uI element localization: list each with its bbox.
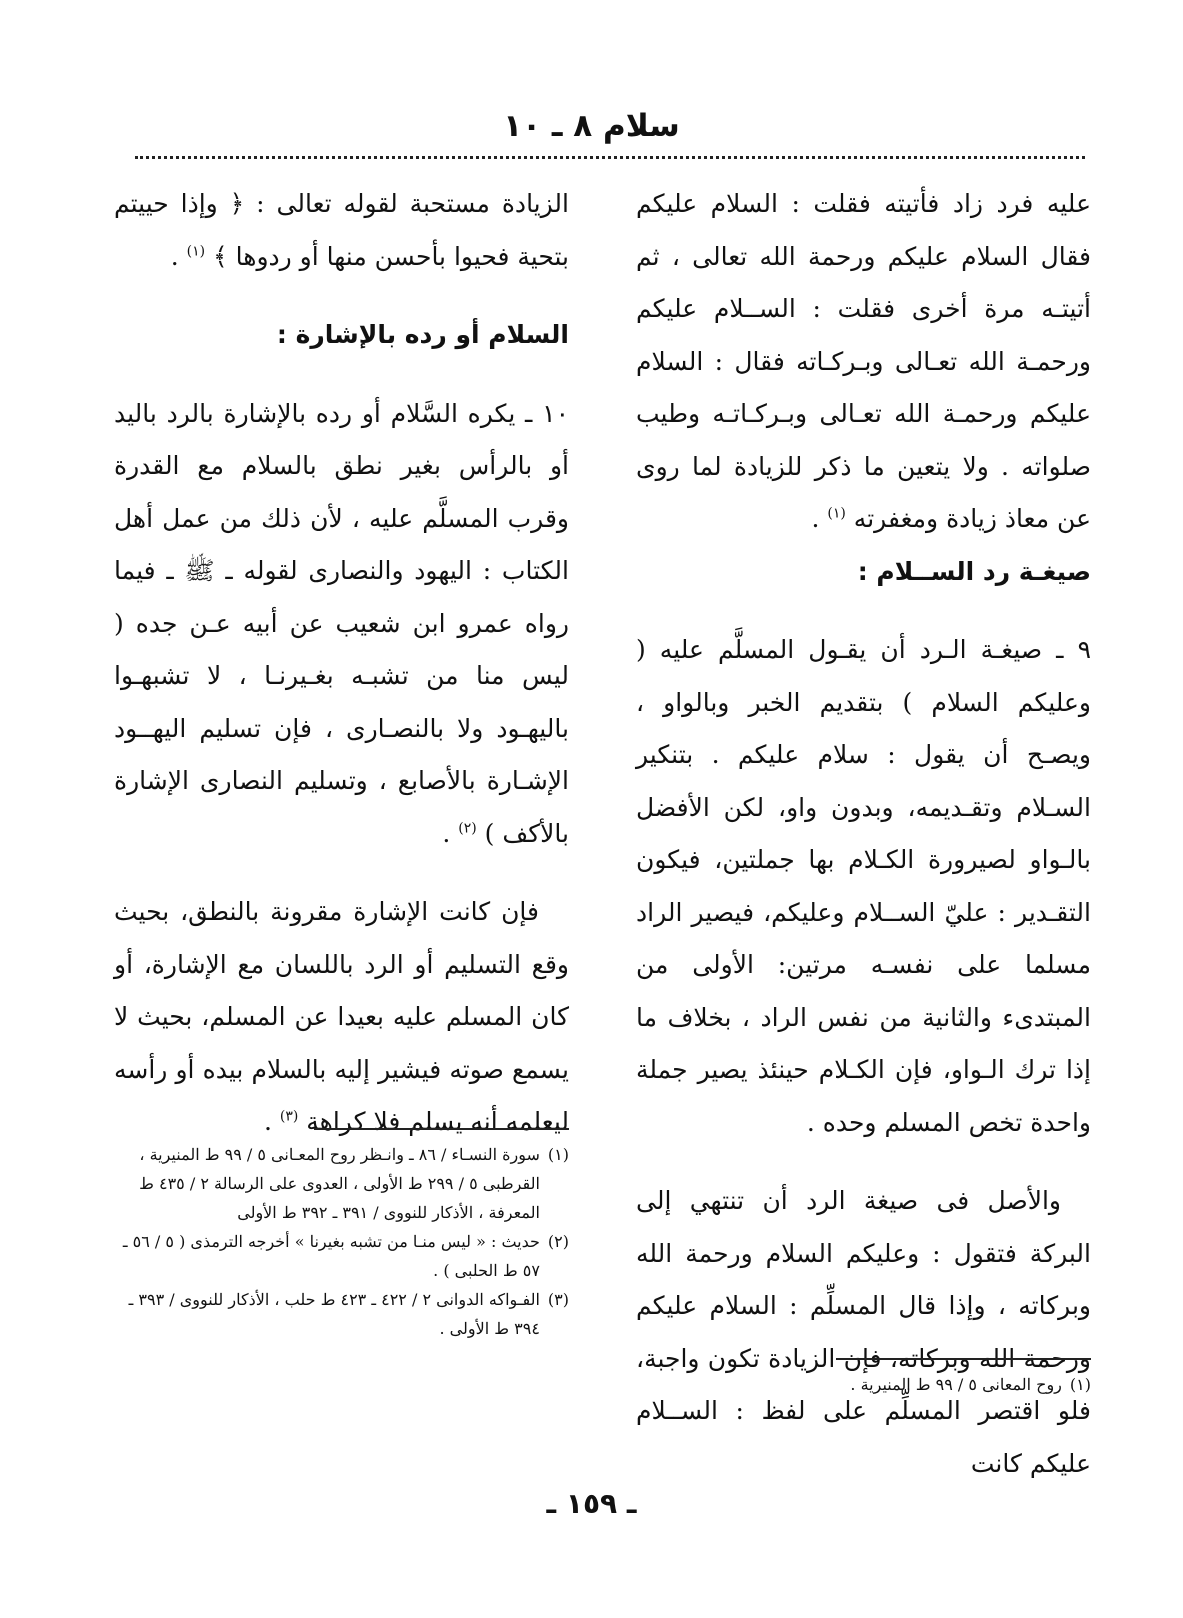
footnote-ref: (٢)	[458, 820, 477, 837]
footnote: (٣) الفـواكه الدوانى ٢ / ٤٢٢ ـ ٤٢٣ ط حلب ، الأذكار للنووى / ٣٩٣ ـ ٣٩٤ ط الأولى .	[128, 1290, 569, 1338]
running-title: سلام ٨ ـ ١٠	[503, 108, 680, 144]
paragraph: فإن كانت الإشارة مقرونة بالنطق، بحيث وقع التسليم أو الرد باللسان مع الإشارة، أو كان المسلم عليه بعيدا عن المسلم، بحيث لا يسمع صوته فيشير إليه بالسلام بيده أو رأسه ليعلمه أنه يسلم فلا كراهة $^{(٣)}$ .	[114, 897, 569, 1136]
footnotes-left	[114, 1140, 569, 1343]
footnote-ref: (١)	[827, 505, 846, 522]
footnote: (١) روح المعانى ٥ / ٩٩ ط المنيرية .	[850, 1375, 1091, 1394]
footnote-ref: (٣)	[279, 1108, 299, 1125]
left-column	[114, 178, 569, 1149]
section-heading: صيغـة رد الســلام :	[857, 556, 1091, 586]
paragraph: ٩ ـ صيغـة الـرد أن يقـول المسلَّم عليه ( وعليكم السلام ) بتقديم الخبر وبالواو ، ويصـح أن يقول : سلام عليكم . بتنكير السـلام وتقـديمه، وبدون واو، لكن الأفضل بالـواو لصيرورة الكـلام بها جملتين، فيكون التقـدير : عليّ الســلام وعليكم، فيصير الراد مسلما على نفسـه مرتين: الأولى من المبتدىء والثانية من نفس الراد ، بخلاف ما إذا ترك الـواو، فإن الكـلام حينئذ يصير جملة واحدة تخص المسلم وحده .	[636, 635, 1091, 1137]
footnote-ref: (١)	[186, 243, 206, 260]
paragraph: والأصل فى صيغة الرد أن تنتهي إلى البركة فتقول : وعليكم السلام ورحمة الله وبركاته ، وإذا قال المسلِّم : السلام عليكم ورحمة الله وبركاته، فإن الزيادة تكون واجبة، فلو اقتصر المسلِّم على لفظ : الســلام عليكم كانت	[636, 1186, 1091, 1478]
page-number: ـ ١٥٩ ـ	[546, 1487, 637, 1520]
header-dotted-rule	[135, 156, 1085, 159]
footnote: (١) سورة النسـاء / ٨٦ ـ وانـظر روح المعـانى ٥ / ٩٩ ط المنيرية ، القرطبى ٥ / ٢٩٩ ط الأولى ، العدوى على الرسالة ٢ / ٤٣٥ ط المعرفة ، الأذكار للنووى / ٣٩١ ـ ٣٩٢ ط الأولى	[139, 1145, 569, 1222]
section-heading: السلام أو رده بالإشارة :	[276, 320, 569, 349]
footnote: (٢) حديث : « ليس منـا من تشبه بغيرنا » أخرجه الترمذى ( ٥ / ٥٦ ـ ٥٧ ط الحلبى ) .	[122, 1232, 569, 1280]
right-column	[636, 178, 1091, 1490]
paragraph: عليه فرد زاد فأتيته فقلت : السلام عليكم فقال السلام عليكم ورحمة الله تعالى ، ثم أتيتـه مرة أخرى فقلت : الســلام عليكم ورحمـة الله تعـالى وبـركـاته فقال : السلام عليكم ورحمـة الله تعـالى وبـركـاتـه وطيب صلواته . ولا يتعين ما ذكر للزيادة لما روى عن معاذ زيادة ومغفرته $^{(١)}$ .	[636, 189, 1091, 533]
footnote-rule	[314, 1128, 569, 1130]
paragraph: الزيادة مستحبة لقوله تعالى : ﴿ وإذا حييتم بتحية فحيوا بأحسن منها أو ردوها ﴾ $^{(١)}$ .	[114, 189, 569, 271]
footnote-rule	[836, 1358, 1091, 1360]
paragraph: ١٠ ـ يكره السَّلام أو رده بالإشارة بالرد باليد أو بالرأس بغير نطق بالسلام مع القدرة وقرب المسلَّم عليه ، لأن ذلك من عمل أهل الكتاب : اليهود والنصارى لقوله ـ ﷺ ـ فيما رواه عمرو ابن شعيب عن أبيه عـن جده ( ليس منا من تشبـه بغـيرنـا ، لا تشبهـوا باليهـود ولا بالنصـارى ، فإن تسليم اليهــود الإشـارة بالأصابع ، وتسليم النصارى الإشارة بالأكف ) $^{(٢)}$ .	[114, 398, 569, 848]
footnotes-right	[636, 1370, 1091, 1399]
